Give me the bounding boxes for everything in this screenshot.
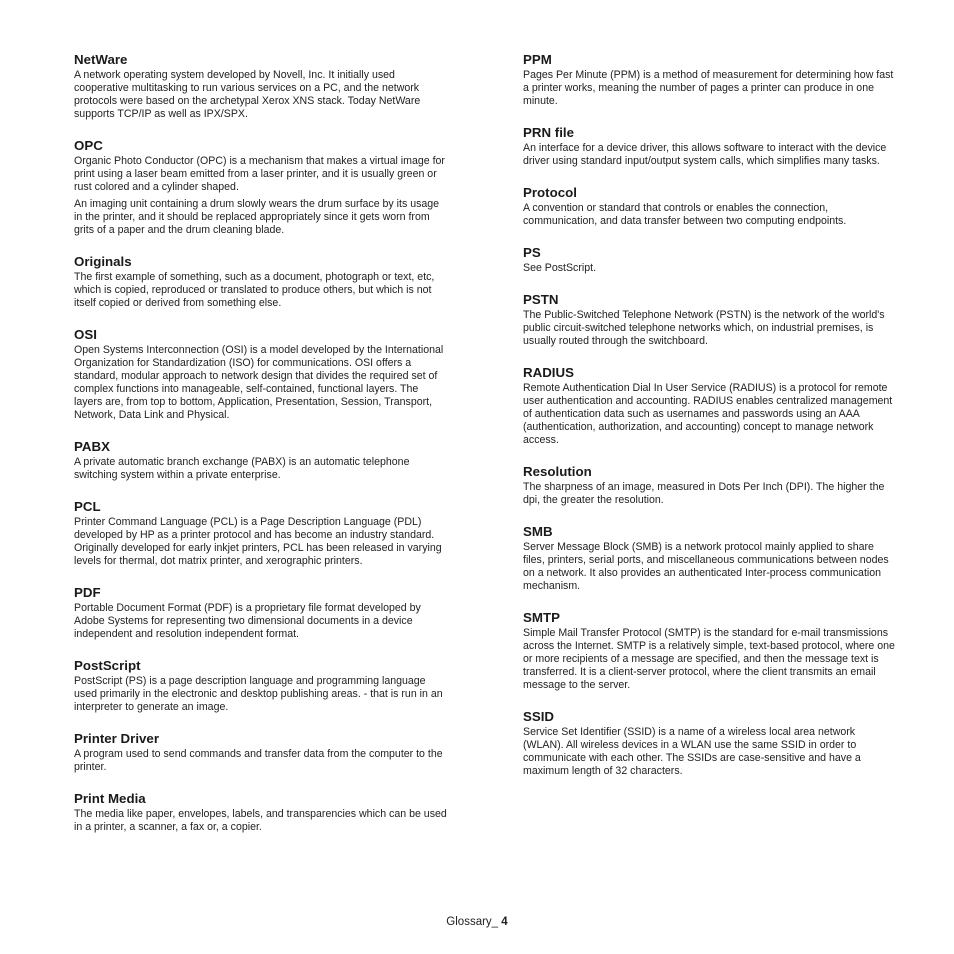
glossary-entry: [74, 499, 449, 568]
glossary-definition: Server Message Block (SMB) is a network protocol mainly applied to share files, printers, serial ports, and miscellaneous communications between nodes on a network. It also provides an authenticated Inter-process communication mechanism.: [523, 541, 889, 592]
glossary-definition: The sharpness of an image, measured in Dots Per Inch (DPI). The higher the dpi, the greater the resolution.: [523, 481, 885, 506]
page-footer: [0, 914, 954, 930]
glossary-definition: Remote Authentication Dial In User Service (RADIUS) is a protocol for remote user authentication and accounting. RADIUS enables centralized management of authentication data such as usernames and passwords using an AAA (authentication, authorization, and accounting) concept to manage network access.: [523, 382, 893, 446]
glossary-term: OPC: [74, 138, 103, 153]
glossary-entry: [74, 439, 449, 482]
glossary-definition: Organic Photo Conductor (OPC) is a mechanism that makes a virtual image for print using a laser beam emitted from a laser printer, and it is usually green or rust colored and a cylinder shaped.: [74, 155, 445, 193]
glossary-term: Protocol: [523, 185, 577, 200]
glossary-entry: [523, 125, 898, 168]
glossary-definition: An interface for a device driver, this allows software to interact with the device driver using standard input/output system calls, which simplifies many tasks.: [523, 142, 887, 167]
glossary-definition: A network operating system developed by Novell, Inc. It initially used cooperative multitasking to run various services on a PC, and the network protocols were based on the archetypal Xerox XNS stack. Today NetWare supports TCP/IP as well as IPX/SPX.: [74, 69, 421, 120]
glossary-definition: A convention or standard that controls or enables the connection, communication, and data transfer between two computing endpoints.: [523, 202, 847, 227]
glossary-term: PRN file: [523, 125, 574, 140]
glossary-entry: [74, 327, 449, 422]
glossary-entry: [74, 791, 449, 834]
glossary-entry: [523, 464, 898, 507]
glossary-definition: Portable Document Format (PDF) is a proprietary file format developed by Adobe Systems for representing two dimensional documents in a device independent and resolution independent format.: [74, 602, 421, 640]
glossary-entry: [74, 52, 449, 121]
glossary-entry: [523, 245, 898, 275]
glossary-term: PostScript: [74, 658, 141, 673]
glossary-definition: The media like paper, envelopes, labels, and transparencies which can be used in a printer, a scanner, a fax or, a copier.: [74, 808, 447, 833]
glossary-definition: Service Set Identifier (SSID) is a name of a wireless local area network (WLAN). All wireless devices in a WLAN use the same SSID in order to communicate with each other. The SSIDs are case-sensitive and have a maximum length of 32 characters.: [523, 726, 861, 777]
glossary-entry: [523, 524, 898, 593]
glossary-definition: A program used to send commands and transfer data from the computer to the printer.: [74, 748, 443, 773]
glossary-term: NetWare: [74, 52, 128, 67]
glossary-definition: The Public-Switched Telephone Network (PSTN) is the network of the world's public circuit-switched telephone networks which, on industrial premises, is usually routed through the switchboard.: [523, 309, 885, 347]
glossary-entry: [74, 731, 449, 774]
glossary-definition: Simple Mail Transfer Protocol (SMTP) is the standard for e-mail transmissions across the Internet. SMTP is a relatively simple, text-based protocol, where one or more recipients of a message are specified, and then the message text is transferred. It is a client-server protocol, where the client transmits an email message to the server.: [523, 627, 895, 691]
glossary-entry: [74, 138, 449, 237]
glossary-entry: [74, 585, 449, 641]
glossary-term: Print Media: [74, 791, 146, 806]
glossary-term: PCL: [74, 499, 101, 514]
glossary-entry: [74, 254, 449, 310]
glossary-entry: [523, 292, 898, 348]
glossary-term: PS: [523, 245, 541, 260]
glossary-term: SMB: [523, 524, 553, 539]
glossary-term: Printer Driver: [74, 731, 159, 746]
glossary-entry: [523, 365, 898, 447]
glossary-definition: The first example of something, such as a document, photograph or text, etc, which is copied, reproduced or translated to produce others, but which is not itself copied or derived from something else.: [74, 271, 435, 309]
glossary-term: Originals: [74, 254, 132, 269]
glossary-entry: [523, 709, 898, 778]
glossary-entry: [74, 658, 449, 714]
glossary-term: RADIUS: [523, 365, 574, 380]
glossary-entry: [523, 185, 898, 228]
glossary-term: Resolution: [523, 464, 592, 479]
glossary-definition: A private automatic branch exchange (PABX) is an automatic telephone switching system within a private enterprise.: [74, 456, 410, 481]
glossary-term: PABX: [74, 439, 110, 454]
glossary-definition: An imaging unit containing a drum slowly wears the drum surface by its usage in the printer, and it should be replaced appropriately since it gets worn from grits of a paper and the drum cleaning blade.: [74, 198, 440, 236]
glossary-term: PPM: [523, 52, 552, 67]
footer-section-label: Glossary_: [446, 916, 499, 928]
glossary-definition: Printer Command Language (PCL) is a Page Description Language (PDL) developed by HP as a printer protocol and has become an industry standard. Originally developed for early inkjet printers, PCL has been released in varying levels for thermal, dot matrix printer, and xerographic printers.: [74, 516, 442, 567]
glossary-definition: PostScript (PS) is a page description language and programming language used primarily in the electronic and desktop publishing areas. - that is run in an interpreter to generate an image.: [74, 675, 443, 713]
glossary-term: SMTP: [523, 610, 560, 625]
glossary-term: PSTN: [523, 292, 559, 307]
glossary-term: SSID: [523, 709, 555, 724]
glossary-definition: Pages Per Minute (PPM) is a method of measurement for determining how fast a printer works, meaning the number of pages a printer can produce in one minute.: [523, 69, 894, 107]
glossary-column-left: [74, 52, 449, 838]
glossary-entry: [523, 52, 898, 108]
page-number: 4: [501, 916, 508, 928]
glossary-column-right: [523, 52, 898, 782]
glossary-definition: Open Systems Interconnection (OSI) is a model developed by the International Organization for Standardization (ISO) for communications. OSI offers a standard, modular approach to network design that divides the required set of complex functions into manageable, self-contained, functional layers. The layers are, from top to bottom, Application, Presentation, Session, Transport, Network, Data Link and Physical.: [74, 344, 444, 421]
glossary-term: OSI: [74, 327, 97, 342]
glossary-term: PDF: [74, 585, 101, 600]
glossary-entry: [523, 610, 898, 692]
glossary-definition: See PostScript.: [523, 262, 597, 274]
